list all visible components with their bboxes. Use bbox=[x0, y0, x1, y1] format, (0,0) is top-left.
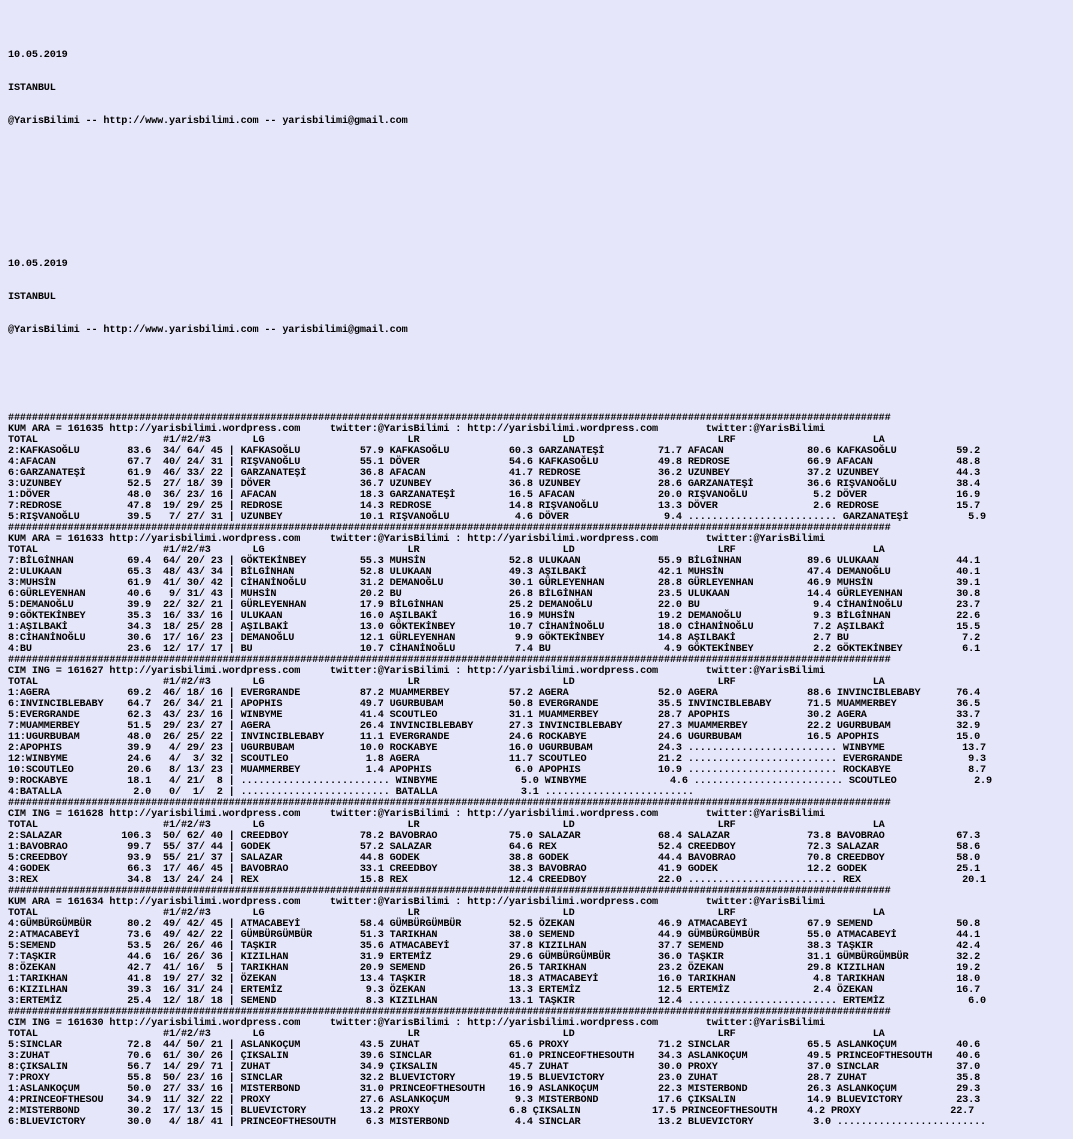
report-date: 10.05.2019 bbox=[8, 259, 68, 270]
horse-row: 8:CİHANİNOĞLU 30.6 17/ 16/ 23 | DEMANOĞLU 12.1 GÜRLEYENHAN 9.9 GÖKTEKİNBEY 14.8 AŞILBAKİ 2.7 BU 7.2 bbox=[8, 633, 981, 644]
race-section bbox=[8, 1007, 1073, 1128]
blank-line bbox=[8, 380, 1073, 391]
horse-row: 2:ULUKAAN 65.3 48/ 43/ 34 | BİLGİNHAN 52.8 ULUKAAN 49.3 AŞILBAKİ 42.1 MUHSİN 47.4 DEMANOĞLU 40.1 bbox=[8, 567, 981, 578]
horse-row: 6:KIZILHAN 39.3 16/ 31/ 24 | ERTEMİZ 9.3 ÖZEKAN 13.3 ERTEMİZ 12.5 ERTEMİZ 2.4 ÖZEKAN 16.7 bbox=[8, 985, 981, 996]
race-section bbox=[8, 523, 1073, 655]
horse-row: 7:BİLGİNHAN 69.4 64/ 20/ 23 | GÖKTEKİNBEY 55.3 MUHSİN 52.8 ULUKAAN 55.9 BİLGİNHAN 89.6 ULUKAAN 44.1 bbox=[8, 556, 981, 567]
horse-row: 12:WINBYME 24.6 4/ 3/ 32 | SCOUTLEO 1.8 AGERA 11.7 SCOUTLEO 21.2 ......................... EVERGRANDE 9.3 bbox=[8, 754, 987, 765]
section-separator: #################################################################################################################################################### bbox=[8, 798, 891, 809]
report-city: ISTANBUL bbox=[8, 83, 56, 94]
horse-row: 5:SEMEND 53.5 26/ 26/ 46 | TAŞKIR 35.6 ATMACABEYİ 37.8 KIZILHAN 37.7 SEMEND 38.3 TAŞKIR 42.4 bbox=[8, 941, 981, 952]
race-section bbox=[8, 798, 1073, 886]
section-separator: #################################################################################################################################################### bbox=[8, 1007, 891, 1018]
horse-row: 3:REX 34.8 13/ 24/ 24 | REX 15.8 REX 12.4 CREEDBOY 22.0 ......................... REX 20.1 bbox=[8, 875, 987, 886]
race-title: CIM ING = 161630 http://yarisbilimi.wordpress.com twitter:@YarisBilimi : http://yarisbilimi.wordpress.com twitter:@YarisBilimi bbox=[8, 1018, 825, 1029]
horse-row: 4:PRINCEOFTHESOU 34.9 11/ 32/ 22 | PROXY 27.6 ASLANKOÇUM 9.3 MISTERBOND 17.6 ÇIKSALIN 14.9 BLUEVICTORY 23.3 bbox=[8, 1095, 981, 1106]
horse-row: 5:SINCLAR 72.8 44/ 50/ 21 | ASLANKOÇUM 43.5 ZUHAT 65.6 PROXY 71.2 SINCLAR 65.5 ASLANKOÇUM 40.6 bbox=[8, 1040, 981, 1051]
horse-row: 6:BLUEVICTORY 30.0 4/ 18/ 41 | PRINCEOFTHESOUTH 6.3 MISTERBOND 4.4 SINCLAR 13.2 BLUEVICTORY 3.0 ......................... bbox=[8, 1117, 987, 1128]
horse-row: 11:UGURBUBAM 48.0 26/ 25/ 22 | INVINCIBLEBABY 11.1 EVERGRANDE 24.6 ROCKABYE 24.6 UGURBUBAM 16.5 APOPHIS 15.0 bbox=[8, 732, 981, 743]
race-sections bbox=[8, 413, 1073, 1128]
horse-row: 2:KAFKASOĞLU 83.6 34/ 64/ 45 | KAFKASOĞLU 57.9 KAFKASOĞLU 60.3 GARZANATEŞİ 71.7 AFACAN 80.6 KAFKASOĞLU 59.2 bbox=[8, 446, 981, 457]
race-section bbox=[8, 886, 1073, 1007]
column-headers: TOTAL #1/#2/#3 LG LR LD LRF LA bbox=[8, 820, 885, 831]
race-title: KUM ARA = 161633 http://yarisbilimi.wordpress.com twitter:@YarisBilimi : http://yarisbilimi.wordpress.com twitter:@YarisBilimi bbox=[8, 534, 825, 545]
horse-row: 1:AGERA 69.2 46/ 18/ 16 | EVERGRANDE 87.2 MUAMMERBEY 57.2 AGERA 52.0 AGERA 88.6 INVINCIBLEBABY 76.4 bbox=[8, 688, 981, 699]
horse-row: 4:AFACAN 67.7 40/ 24/ 31 | RIŞVANOĞLU 55.1 DÖVER 54.6 KAFKASOĞLU 49.8 REDROSE 66.9 AFACAN 48.8 bbox=[8, 457, 981, 468]
horse-row: 5:RIŞVANOĞLU 39.5 7/ 27/ 31 | UZUNBEY 10.1 RIŞVANOĞLU 4.6 DÖVER 9.4 ......................... GARZANATEŞİ 5.9 bbox=[8, 512, 987, 523]
horse-row: 2:ATMACABEYİ 73.6 49/ 42/ 22 | GÜMBÜRGÜMBÜR 51.3 TARIKHAN 38.0 SEMEND 44.9 GÜMBÜRGÜMBÜR 55.0 ATMACABEYİ 44.1 bbox=[8, 930, 981, 941]
section-separator: #################################################################################################################################################### bbox=[8, 655, 891, 666]
horse-row: 10:SCOUTLEO 20.6 8/ 13/ 23 | MUAMMERBEY 1.4 APOPHIS 6.0 APOPHIS 10.9 ......................... ROCKABYE 8.7 bbox=[8, 765, 987, 776]
horse-row: 9:GÖKTEKİNBEY 35.3 16/ 33/ 16 | ULUKAAN 16.0 AŞILBAKİ 16.9 MUHSİN 19.2 DEMANOĞLU 9.3 BİLGİNHAN 22.6 bbox=[8, 611, 981, 622]
column-headers: TOTAL #1/#2/#3 LG LR LD LRF LA bbox=[8, 677, 885, 688]
race-title: CIM ING = 161628 http://yarisbilimi.wordpress.com twitter:@YarisBilimi : http://yarisbilimi.wordpress.com twitter:@YarisBilimi bbox=[8, 809, 825, 820]
column-headers: TOTAL #1/#2/#3 LG LR LD LRF LA bbox=[8, 908, 885, 919]
horse-row: 7:PROXY 55.8 50/ 23/ 16 | SINCLAR 32.2 BLUEVICTORY 19.5 BLUEVICTORY 23.0 ZUHAT 28.7 ZUHAT 35.8 bbox=[8, 1073, 981, 1084]
section-separator: #################################################################################################################################################### bbox=[8, 886, 891, 897]
column-headers: TOTAL #1/#2/#3 LG LR LD LRF LA bbox=[8, 435, 885, 446]
horse-row: 2:SALAZAR 106.3 50/ 62/ 40 | CREEDBOY 78.2 BAVOBRAO 75.0 SALAZAR 68.4 SALAZAR 73.8 BAVOBRAO 67.3 bbox=[8, 831, 981, 842]
column-headers: TOTAL #1/#2/#3 LG LR LD LRF LA bbox=[8, 1029, 885, 1040]
horse-row: 9:ROCKABYE 18.1 4/ 21/ 8 | ......................... WINBYME 5.0 WINBYME 4.6 ......................... SCOUTLEO 2.9 bbox=[8, 776, 992, 787]
horse-row: 8:ÇIKSALIN 56.7 14/ 29/ 71 | ZUHAT 34.9 ÇIKSALIN 45.7 ZUHAT 30.0 PROXY 37.0 SINCLAR 37.0 bbox=[8, 1062, 981, 1073]
section-separator: #################################################################################################################################################### bbox=[8, 523, 891, 534]
report-header-1 bbox=[8, 28, 1073, 149]
horse-row: 6:GARZANATEŞİ 61.9 46/ 33/ 22 | GARZANATEŞİ 36.8 AFACAN 41.7 REDROSE 36.2 UZUNBEY 37.2 UZUNBEY 44.3 bbox=[8, 468, 981, 479]
horse-row: 1:AŞILBAKİ 34.3 18/ 25/ 28 | AŞILBAKİ 13.0 GÖKTEKİNBEY 10.7 CİHANİNOĞLU 18.0 CİHANİNOĞLU 7.2 AŞILBAKİ 15.5 bbox=[8, 622, 981, 633]
horse-row: 7:TAŞKIR 44.6 16/ 26/ 36 | KIZILHAN 31.9 ERTEMİZ 29.6 GÜMBÜRGÜMBÜR 36.0 TAŞKIR 31.1 GÜMBÜRGÜMBÜR 32.2 bbox=[8, 952, 981, 963]
horse-row: 6:INVINCIBLEBABY 64.7 26/ 34/ 21 | APOPHIS 49.7 UGURBUBAM 50.8 EVERGRANDE 35.5 INVINCIBLEBABY 71.5 MUAMMERBEY 36.5 bbox=[8, 699, 981, 710]
column-headers: TOTAL #1/#2/#3 LG LR LD LRF LA bbox=[8, 545, 885, 556]
horse-row: 1:TARIKHAN 41.8 19/ 27/ 32 | ÖZEKAN 13.4 TAŞKIR 18.3 ATMACABEYİ 16.0 TARIKHAN 4.8 TARIKHAN 18.0 bbox=[8, 974, 981, 985]
race-title: KUM ARA = 161634 http://yarisbilimi.wordpress.com twitter:@YarisBilimi : http://yarisbilimi.wordpress.com twitter:@YarisBilimi bbox=[8, 897, 825, 908]
race-title: CIM ING = 161627 http://yarisbilimi.wordpress.com twitter:@YarisBilimi : http://yarisbilimi.wordpress.com twitter:@YarisBilimi bbox=[8, 666, 825, 677]
horse-row: 5:DEMANOĞLU 39.9 22/ 32/ 21 | GÜRLEYENHAN 17.9 BİLGİNHAN 25.2 DEMANOĞLU 22.0 BU 9.4 CİHANİNOĞLU 23.7 bbox=[8, 600, 981, 611]
race-title: KUM ARA = 161635 http://yarisbilimi.wordpress.com twitter:@YarisBilimi : http://yarisbilimi.wordpress.com twitter:@YarisBilimi bbox=[8, 424, 825, 435]
horse-row: 2:MISTERBOND 30.2 17/ 13/ 15 | BLUEVICTORY 13.2 PROXY 6.8 ÇIKSALIN 17.5 PRINCEOFTHESOUTH 4.2 PROXY 22.7 bbox=[8, 1106, 975, 1117]
section-separator: #################################################################################################################################################### bbox=[8, 413, 891, 424]
horse-row: 3:MUHSİN 61.9 41/ 30/ 42 | CİHANİNOĞLU 31.2 DEMANOĞLU 30.1 GÜRLEYENHAN 28.8 GÜRLEYENHAN 46.9 MUHSİN 39.1 bbox=[8, 578, 981, 589]
horse-row: 3:ZUHAT 70.6 61/ 30/ 26 | ÇIKSALIN 39.6 SINCLAR 61.0 PRINCEOFTHESOUTH 34.3 ASLANKOÇUM 49.5 PRINCEOFTHESOUTH 40.6 bbox=[8, 1051, 981, 1062]
horse-row: 1:ASLANKOÇUM 50.0 27/ 33/ 16 | MISTERBOND 31.0 PRINCEOFTHESOUTH 16.9 ASLANKOÇUM 22.3 MISTERBOND 26.3 ASLANKOÇUM 29.3 bbox=[8, 1084, 981, 1095]
horse-row: 5:EVERGRANDE 62.3 43/ 23/ 16 | WINBYME 41.4 SCOUTLEO 31.1 MUAMMERBEY 28.7 APOPHIS 30.2 AGERA 33.7 bbox=[8, 710, 981, 721]
horse-row: 8:ÖZEKAN 42.7 41/ 16/ 5 | TARIKHAN 20.9 SEMEND 26.5 TARIKHAN 23.2 ÖZEKAN 29.8 KIZILHAN 19.2 bbox=[8, 963, 981, 974]
horse-row: 4:BU 23.6 12/ 17/ 17 | BU 10.7 CİHANİNOĞLU 7.4 BU 4.9 GÖKTEKİNBEY 2.2 GÖKTEKİNBEY 6.1 bbox=[8, 644, 981, 655]
report-date: 10.05.2019 bbox=[8, 50, 68, 61]
horse-row: 3:ERTEMİZ 25.4 12/ 18/ 18 | SEMEND 8.3 KIZILHAN 13.1 TAŞKIR 12.4 ......................... ERTEMİZ 6.0 bbox=[8, 996, 987, 1007]
horse-row: 1:BAVOBRAO 99.7 55/ 37/ 44 | GODEK 57.2 SALAZAR 64.6 REX 52.4 CREEDBOY 72.3 SALAZAR 58.6 bbox=[8, 842, 981, 853]
horse-row: 5:CREEDBOY 93.9 55/ 21/ 37 | SALAZAR 44.8 GODEK 38.8 GODEK 44.4 BAVOBRAO 70.8 CREEDBOY 58.0 bbox=[8, 853, 981, 864]
horse-row: 7:REDROSE 47.8 19/ 29/ 25 | REDROSE 14.3 REDROSE 14.8 RIŞVANOĞLU 13.3 DÖVER 2.6 REDROSE 15.7 bbox=[8, 501, 981, 512]
report-city: ISTANBUL bbox=[8, 292, 56, 303]
race-section bbox=[8, 655, 1073, 798]
race-section bbox=[8, 413, 1073, 523]
horse-row: 6:GÜRLEYENHAN 40.6 9/ 31/ 43 | MUHSİN 20.2 BU 26.8 BİLGİNHAN 23.5 ULUKAAN 14.4 GÜRLEYENHAN 30.8 bbox=[8, 589, 981, 600]
horse-row: 2:APOPHIS 39.9 4/ 29/ 23 | UGURBUBAM 10.0 ROCKABYE 16.0 UGURBUBAM 24.3 ......................... WINBYME 13.7 bbox=[8, 743, 987, 754]
horse-row: 7:MUAMMERBEY 51.5 29/ 23/ 27 | AGERA 26.4 INVINCIBLEBABY 27.3 INVINCIBLEBABY 27.3 MUAMMERBEY 22.2 UGURBUBAM 32.9 bbox=[8, 721, 981, 732]
report-header-2 bbox=[8, 237, 1073, 358]
blank-line bbox=[8, 171, 1073, 182]
horse-row: 4:GODEK 66.3 17/ 46/ 45 | BAVOBRAO 33.1 CREEDBOY 38.3 BAVOBRAO 41.9 GODEK 12.2 GODEK 25.1 bbox=[8, 864, 981, 875]
report-contact: @YarisBilimi -- http://www.yarisbilimi.com -- yarisbilimi@gmail.com bbox=[8, 116, 408, 127]
horse-row: 1:DÖVER 48.0 36/ 23/ 16 | AFACAN 18.3 GARZANATEŞİ 16.5 AFACAN 20.0 RIŞVANOĞLU 5.2 DÖVER 16.9 bbox=[8, 490, 981, 501]
horse-row: 3:UZUNBEY 52.5 27/ 18/ 39 | DÖVER 36.7 UZUNBEY 36.8 UZUNBEY 28.6 GARZANATEŞİ 36.6 RIŞVANOĞLU 38.4 bbox=[8, 479, 981, 490]
horse-row: 4:GÜMBÜRGÜMBÜR 80.2 49/ 42/ 45 | ATMACABEYİ 58.4 GÜMBÜRGÜMBÜR 52.5 ÖZEKAN 46.9 ATMACABEYİ 67.9 SEMEND 50.8 bbox=[8, 919, 981, 930]
report-contact: @YarisBilimi -- http://www.yarisbilimi.com -- yarisbilimi@gmail.com bbox=[8, 325, 408, 336]
horse-row: 4:BATALLA 2.0 0/ 1/ 2 | ......................... BATALLA 3.1 ......................... bbox=[8, 787, 694, 798]
blank-line bbox=[8, 204, 1073, 215]
